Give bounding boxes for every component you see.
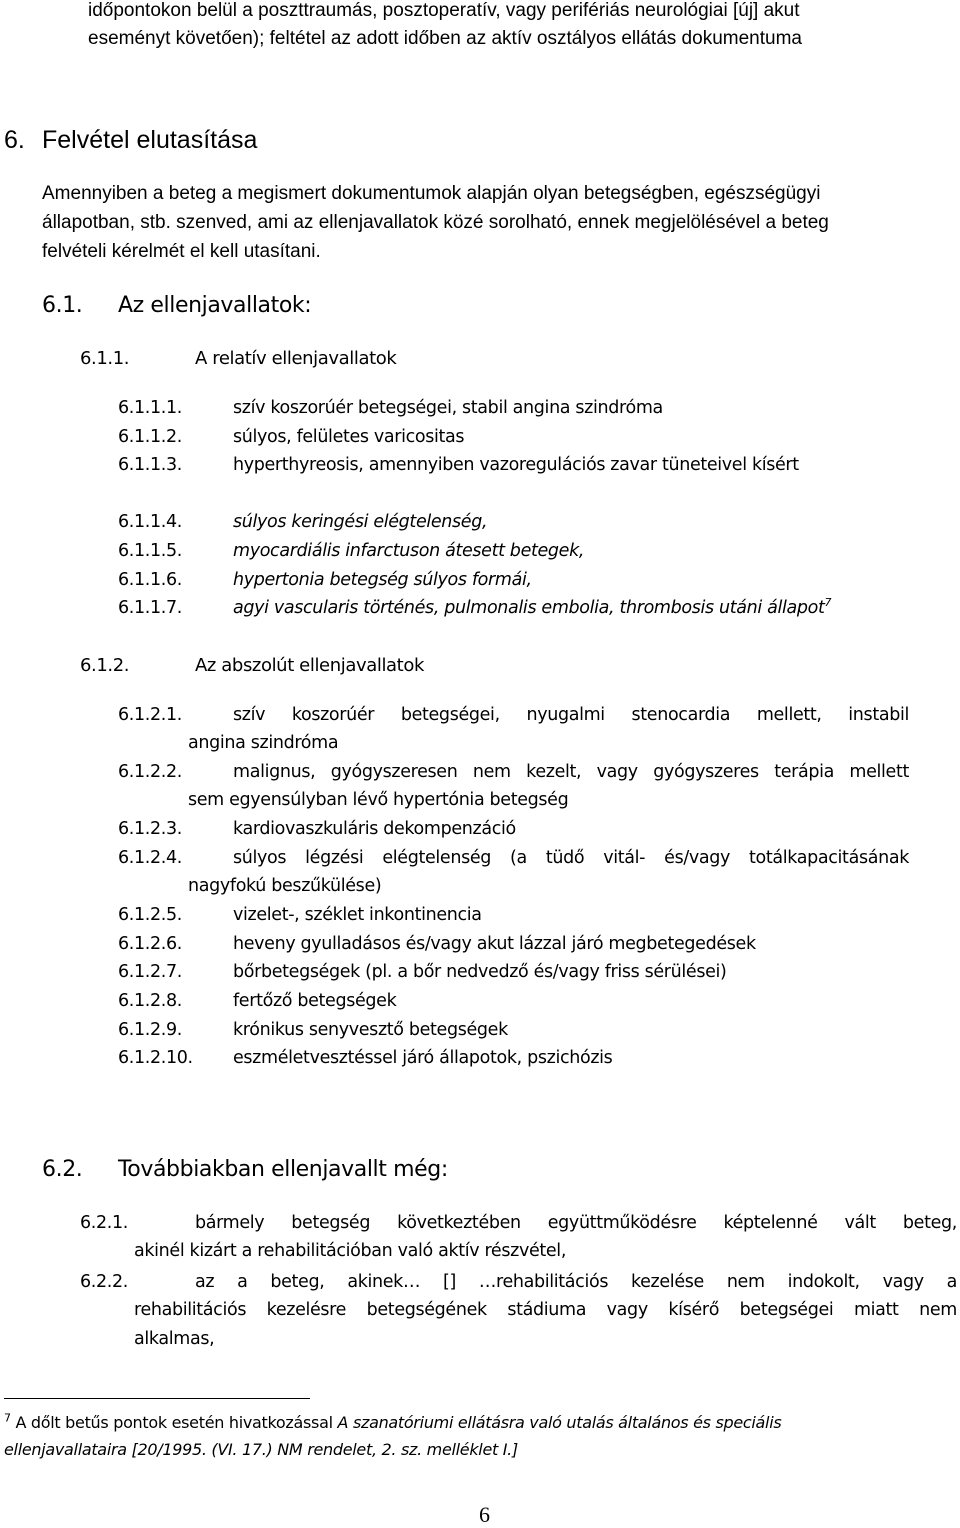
item-text-cont: akinél kizárt a rehabilitációban való aktív részvétel, [134,1241,567,1261]
item-text: hyperthyreosis, amennyiben vazoregulációs zavar tüneteivel kísért [233,455,799,475]
item-text-main: agyi vascularis történés, pulmonalis embolia, thrombosis utáni állapot [233,598,825,618]
item-number: 6.1.1.6. [118,570,182,590]
item-text: eszméletvesztéssel járó állapotok, pszichózis [233,1048,613,1068]
item-number: 6.1.1.7. [118,598,182,618]
footnote-italic-text: A szanatóriumi ellátásra való utalás általános és speciális [337,1413,782,1432]
footnote-separator [4,1398,310,1399]
subsection-number: 6.2. [42,1157,83,1182]
item-text-cont: alkalmas, [134,1329,215,1349]
item-number: 6.1.2.7. [118,962,182,982]
section-number: 6. [4,126,25,154]
item-text: szív koszorúér betegségei, stabil angina szindróma [233,398,663,418]
item-number: 6.1.2.10. [118,1048,193,1068]
footnote [4,1413,781,1432]
item-number: 6.1.2.8. [118,991,182,1011]
item-number: 6.1.1.5. [118,541,182,561]
paragraph-line: felvételi kérelmét el kell utasítani. [42,241,321,262]
item-text: krónikus senyvesztő betegségek [233,1020,508,1040]
item-text: fertőző betegségek [233,991,397,1011]
subsection-title: Továbbiakban ellenjavallt még: [118,1157,448,1182]
paragraph-line: állapotban, stb. szenved, ami az ellenjavallatok közé sorolható, ennek megjelölésével a beteg [42,212,829,233]
item-number: 6.1.2.9. [118,1020,182,1040]
item-number: 6.2.1. [80,1213,128,1233]
item-number: 6.1.1.4. [118,512,182,532]
subsection-number: 6.1. [42,293,83,318]
subsubsection-title: A relatív ellenjavallatok [195,348,397,369]
item-text: bőrbetegségek (pl. a bőr nedvedző és/vagy friss sérülései) [233,962,727,982]
item-number: 6.2.2. [80,1272,128,1292]
paragraph-line: Amennyiben a beteg a megismert dokumentumok alapján olyan betegségben, egészségügyi [42,183,821,204]
item-text-cont: sem egyensúlyban lévő hypertónia betegség [188,790,569,810]
item-text: bármely betegség következtében együttműködésre képtelenné vált beteg, [195,1213,957,1233]
item-text: súlyos, felületes varicositas [233,427,465,447]
item-number: 6.1.2.2. [118,762,182,782]
footnote-text: A dőlt betűs pontok esetén hivatkozással [10,1413,338,1432]
footnote-mark: 7 [4,1411,11,1425]
intro-line: időpontokon belül a poszttraumás, posztoperatív, vagy perifériás neurológiai [új] akut [88,0,800,21]
footnote-ref: 7 [824,596,832,610]
item-text: súlyos keringési elégtelenség, [233,512,488,532]
item-number: 6.1.1.1. [118,398,182,418]
item-text: heveny gyulladásos és/vagy akut lázzal járó megbetegedések [233,934,756,954]
item-text: myocardiális infarctuson átesett betegek, [233,541,585,561]
footnote-line: ellenjavallataira [20/1995. (VI. 17.) NM rendelet, 2. sz. melléklet I.] [4,1440,518,1459]
item-number: 6.1.1.2. [118,427,182,447]
item-text-cont: nagyfokú beszűkülése) [188,876,382,896]
item-text: vizelet-, széklet inkontinencia [233,905,482,925]
item-text: szív koszorúér betegségei, nyugalmi stenocardia mellett, instabil [233,705,909,725]
subsubsection-title: Az abszolút ellenjavallatok [195,655,424,676]
item-number: 6.1.1.3. [118,455,182,475]
item-text: kardiovaszkuláris dekompenzáció [233,819,516,839]
item-text [233,598,831,618]
subsection-title: Az ellenjavallatok: [118,293,312,318]
item-number: 6.1.2.3. [118,819,182,839]
item-text: hypertonia betegség súlyos formái, [233,570,532,590]
item-number: 6.1.2.6. [118,934,182,954]
item-number: 6.1.2.4. [118,848,182,868]
intro-line: eseményt követően); feltétel az adott időben az aktív osztályos ellátás dokumentuma [88,28,802,49]
item-number: 6.1.2.1. [118,705,182,725]
item-text-cont: rehabilitációs kezelésre betegségének stádiuma vagy kísérő betegségei miatt nem [134,1300,957,1320]
item-text: súlyos légzési elégtelenség (a tüdő vitál- és/vagy totálkapacitásának [233,848,909,868]
section-title: Felvétel elutasítása [42,126,258,154]
subsubsection-number: 6.1.2. [80,655,130,676]
item-text: malignus, gyógyszeresen nem kezelt, vagy gyógyszeres terápia mellett [233,762,909,782]
item-text-cont: angina szindróma [188,733,339,753]
item-text: az a beteg, akinek… [] …rehabilitációs kezelése nem indokolt, vagy a [195,1272,957,1292]
subsubsection-number: 6.1.1. [80,348,130,369]
page-number: 6 [479,1502,490,1527]
item-number: 6.1.2.5. [118,905,182,925]
